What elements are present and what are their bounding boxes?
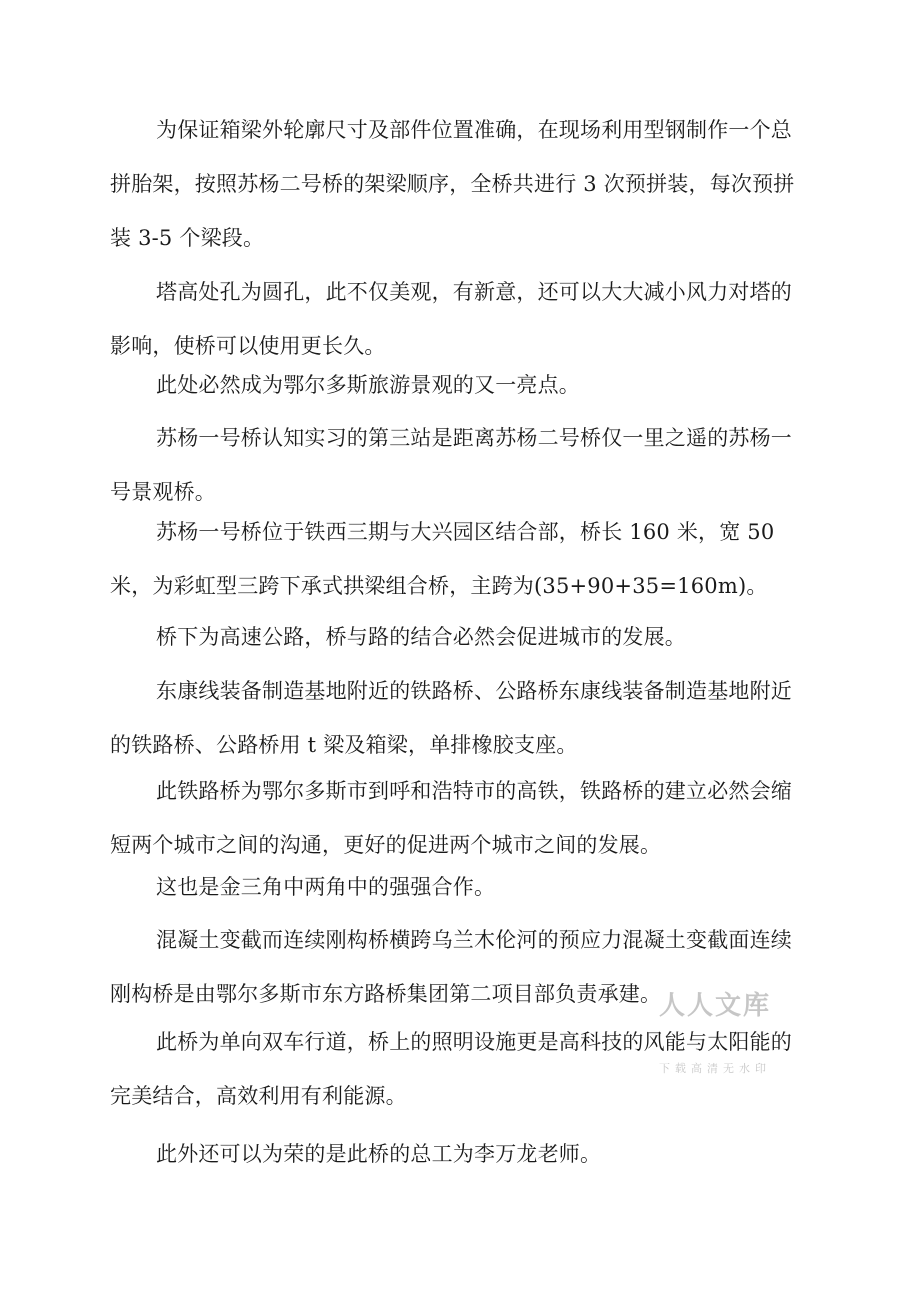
paragraph-2: 塔高处孔为圆孔，此不仅美观，有新意，还可以大大减小风力对塔的影响，使桥可以使用更长久。 (110, 280, 792, 358)
paragraph-3: 此处必然成为鄂尔多斯旅游景观的又一亮点。 (156, 373, 580, 397)
paragraph-7: 东康线装备制造基地附近的铁路桥、公路桥东康线装备制造基地附近的铁路桥、公路桥用 t 梁及箱梁，单排橡胶支座。 (110, 679, 792, 757)
paragraph-11: 此桥为单向双车行道，桥上的照明设施更是高科技的风能与太阳能的完美结合，高效利用有利能源。 (110, 1030, 792, 1108)
paragraph-6: 桥下为高速公路，桥与路的结合必然会促进城市的发展。 (156, 625, 686, 649)
paragraph-5: 苏杨一号桥位于铁西三期与大兴园区结合部，桥长 160 米，宽 50 米，为彩虹型三跨下承式拱梁组合桥，主跨为(35+90+35=160m)。 (110, 520, 775, 598)
paragraph-9: 这也是金三角中两角中的强强合作。 (156, 875, 496, 899)
watermark (650, 990, 780, 1076)
paragraph-1: 为保证箱梁外轮廓尺寸及部件位置准确，在现场利用型钢制作一个总拼胎架，按照苏杨二号桥的架梁顺序，全桥共进行 3 次预拼装，每次预拼装 3-5 个梁段。 (110, 118, 795, 250)
watermark-subtitle: 下载高清无水印 (659, 1062, 771, 1075)
paragraph-12: 此外还可以为荣的是此桥的总工为李万龙老师。 (156, 1142, 602, 1166)
paragraph-10: 混凝土变截而连续刚构桥横跨乌兰木伦河的预应力混凝土变截面连续刚构桥是由鄂尔多斯市东方路桥集团第二项目部负责承建。 (110, 928, 792, 1006)
watermark-title: 人人文库 (658, 991, 771, 1021)
paragraph-8: 此铁路桥为鄂尔多斯市到呼和浩特市的高铁，铁路桥的建立必然会缩短两个城市之间的沟通，更好的促进两个城市之间的发展。 (110, 779, 792, 857)
paragraph-4: 苏杨一号桥认知实习的第三站是距离苏杨二号桥仅一里之遥的苏杨一号景观桥。 (110, 426, 792, 504)
